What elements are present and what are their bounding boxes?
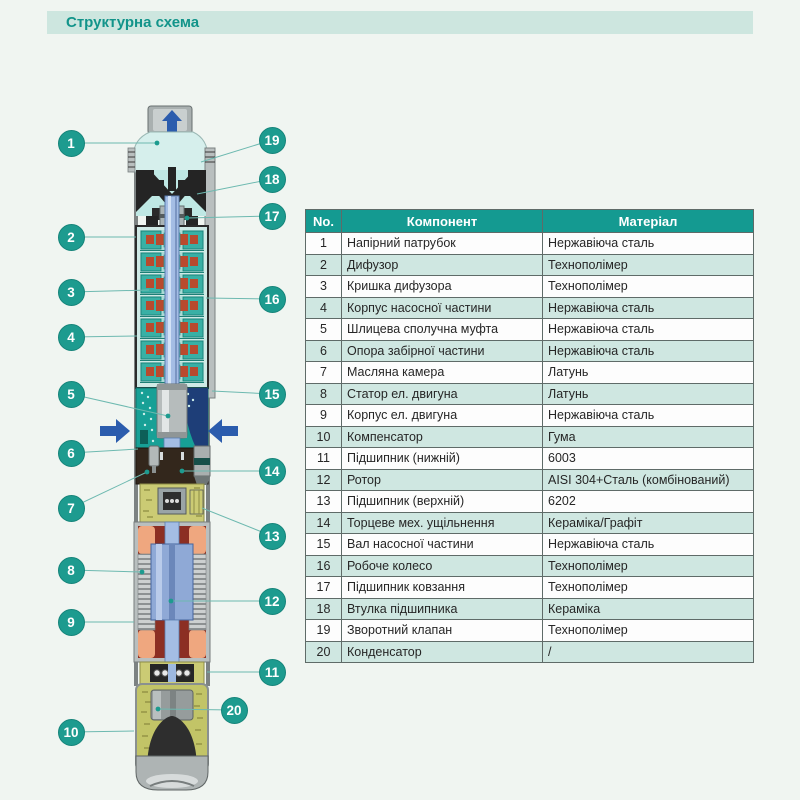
pump-head-dome — [133, 132, 208, 172]
cell-material: Латунь — [543, 362, 754, 384]
callout-2: 2 — [58, 224, 85, 251]
cell-no: 14 — [306, 512, 342, 534]
cell-material: Технополімер — [543, 577, 754, 599]
mechanical-seal — [194, 446, 210, 485]
discharge-port — [148, 106, 192, 134]
table-row — [306, 448, 754, 470]
motor-section — [134, 522, 210, 664]
cell-no: 17 — [306, 577, 342, 599]
bearing-support — [190, 490, 203, 514]
table-row — [306, 577, 754, 599]
cell-component: Підшипник (нижній) — [342, 448, 543, 470]
leader-dot-7 — [145, 470, 150, 475]
col-header-material: Матеріал — [543, 210, 754, 233]
table-row — [306, 620, 754, 642]
motor-shaft-bottom — [165, 620, 179, 664]
table-row — [306, 426, 754, 448]
table-row — [306, 491, 754, 513]
cell-component: Дифузор — [342, 254, 543, 276]
cell-no: 6 — [306, 340, 342, 362]
oil-chamber — [140, 484, 204, 522]
cell-component: Масляна камера — [342, 362, 543, 384]
cell-material: Латунь — [543, 383, 754, 405]
callout-12: 12 — [259, 588, 286, 615]
cell-material: Нержавіюча сталь — [543, 534, 754, 556]
capacitor — [151, 690, 193, 720]
table-row — [306, 555, 754, 577]
cell-component: Вал насосної частини — [342, 534, 543, 556]
cell-material: Нержавіюча сталь — [543, 340, 754, 362]
cell-component: Втулка підшипника — [342, 598, 543, 620]
cell-no: 4 — [306, 297, 342, 319]
motor-rotor — [151, 544, 193, 620]
cell-no: 11 — [306, 448, 342, 470]
cell-material: Нержавіюча сталь — [543, 319, 754, 341]
cell-component: Компенсатор — [342, 426, 543, 448]
cell-material: Нержавіюча сталь — [543, 233, 754, 255]
cell-no: 20 — [306, 641, 342, 663]
cell-component: Торцеве мех. ущільнення — [342, 512, 543, 534]
cell-material: Кераміка/Графіт — [543, 512, 754, 534]
cell-component: Підшипник (верхній) — [342, 491, 543, 513]
leader-dot-5 — [166, 414, 171, 419]
table-row — [306, 362, 754, 384]
table-row — [306, 383, 754, 405]
cell-component: Підшипник ковзання — [342, 577, 543, 599]
cell-material: Гума — [543, 426, 754, 448]
cell-material: Нержавіюча сталь — [543, 405, 754, 427]
cell-no: 8 — [306, 383, 342, 405]
callout-14: 14 — [259, 458, 286, 485]
leader-line-17 — [187, 216, 272, 218]
leader-dot-20 — [156, 707, 161, 712]
cell-no: 1 — [306, 233, 342, 255]
callout-16: 16 — [259, 286, 286, 313]
cell-no: 12 — [306, 469, 342, 491]
leader-line-8 — [71, 570, 142, 572]
leader-line-4 — [71, 336, 137, 337]
cell-no: 5 — [306, 319, 342, 341]
table-row — [306, 297, 754, 319]
leader-dot-1 — [155, 141, 160, 146]
cell-component: Опора забірної частини — [342, 340, 543, 362]
callout-11: 11 — [259, 659, 286, 686]
cell-material: Кераміка — [543, 598, 754, 620]
cell-no: 15 — [306, 534, 342, 556]
leader-dot-17 — [185, 216, 190, 221]
table-row — [306, 319, 754, 341]
cell-no: 3 — [306, 276, 342, 298]
bottom-cap — [136, 756, 208, 790]
cell-component: Робоче колесо — [342, 555, 543, 577]
callout-5: 5 — [58, 381, 85, 408]
callout-13: 13 — [259, 523, 286, 550]
cell-component: Кришка дифузора — [342, 276, 543, 298]
callout-15: 15 — [259, 381, 286, 408]
components-table — [305, 209, 754, 663]
callout-18: 18 — [259, 166, 286, 193]
callout-9: 9 — [58, 609, 85, 636]
cell-no: 10 — [306, 426, 342, 448]
cell-material: Технополімер — [543, 555, 754, 577]
table-row — [306, 512, 754, 534]
cell-no: 18 — [306, 598, 342, 620]
cell-material: Технополімер — [543, 620, 754, 642]
callout-20: 20 — [221, 697, 248, 724]
leader-dot-14 — [180, 469, 185, 474]
table-row — [306, 405, 754, 427]
callout-4: 4 — [58, 324, 85, 351]
table-row — [306, 598, 754, 620]
callout-1: 1 — [58, 130, 85, 157]
table-row — [306, 469, 754, 491]
cell-component: Корпус насосної частини — [342, 297, 543, 319]
table-header-row — [306, 210, 754, 233]
cell-material: Технополімер — [543, 254, 754, 276]
callout-6: 6 — [58, 440, 85, 467]
callout-8: 8 — [58, 557, 85, 584]
table-row — [306, 340, 754, 362]
cell-no: 7 — [306, 362, 342, 384]
callout-3: 3 — [58, 279, 85, 306]
cell-component: Напірний патрубок — [342, 233, 543, 255]
cell-component: Конденсатор — [342, 641, 543, 663]
cell-component: Зворотний клапан — [342, 620, 543, 642]
cell-material: AISI 304+Сталь (комбінований) — [543, 469, 754, 491]
table-row — [306, 534, 754, 556]
leader-line-15 — [212, 391, 272, 394]
upper-ball-bearing — [158, 488, 186, 514]
leader-line-13 — [202, 508, 272, 536]
cell-no: 2 — [306, 254, 342, 276]
cell-component: Ротор — [342, 469, 543, 491]
page-title: Структурна схема — [66, 14, 200, 31]
seal-section — [136, 446, 210, 485]
leader-line-10 — [71, 731, 134, 732]
intake-arrow-left-icon — [100, 419, 130, 443]
col-header-component: Компонент — [342, 210, 543, 233]
cell-material: 6003 — [543, 448, 754, 470]
leader-dot-12 — [169, 599, 174, 604]
cell-no: 9 — [306, 405, 342, 427]
cell-material: 6202 — [543, 491, 754, 513]
leader-line-16 — [206, 298, 272, 299]
cell-no: 19 — [306, 620, 342, 642]
cell-component: Корпус ел. двигуна — [342, 405, 543, 427]
callout-17: 17 — [259, 203, 286, 230]
intake-arrow-right-icon — [208, 419, 238, 443]
cell-material: Технополімер — [543, 276, 754, 298]
cell-no: 13 — [306, 491, 342, 513]
table-row — [306, 254, 754, 276]
callout-10: 10 — [58, 719, 85, 746]
callout-19: 19 — [259, 127, 286, 154]
cell-no: 16 — [306, 555, 342, 577]
leader-line-6 — [71, 449, 138, 453]
lower-ball-bearing — [140, 662, 204, 684]
cell-material: / — [543, 641, 754, 663]
cell-component: Шлицева сполучна муфта — [342, 319, 543, 341]
table-row — [306, 276, 754, 298]
cell-material: Нержавіюча сталь — [543, 297, 754, 319]
pump-shaft — [165, 196, 179, 392]
cell-component: Статор ел. двигуна — [342, 383, 543, 405]
leader-dot-8 — [140, 570, 145, 575]
col-header-no: No. — [306, 210, 342, 233]
callout-7: 7 — [58, 495, 85, 522]
table-row — [306, 641, 754, 663]
table-row — [306, 233, 754, 255]
